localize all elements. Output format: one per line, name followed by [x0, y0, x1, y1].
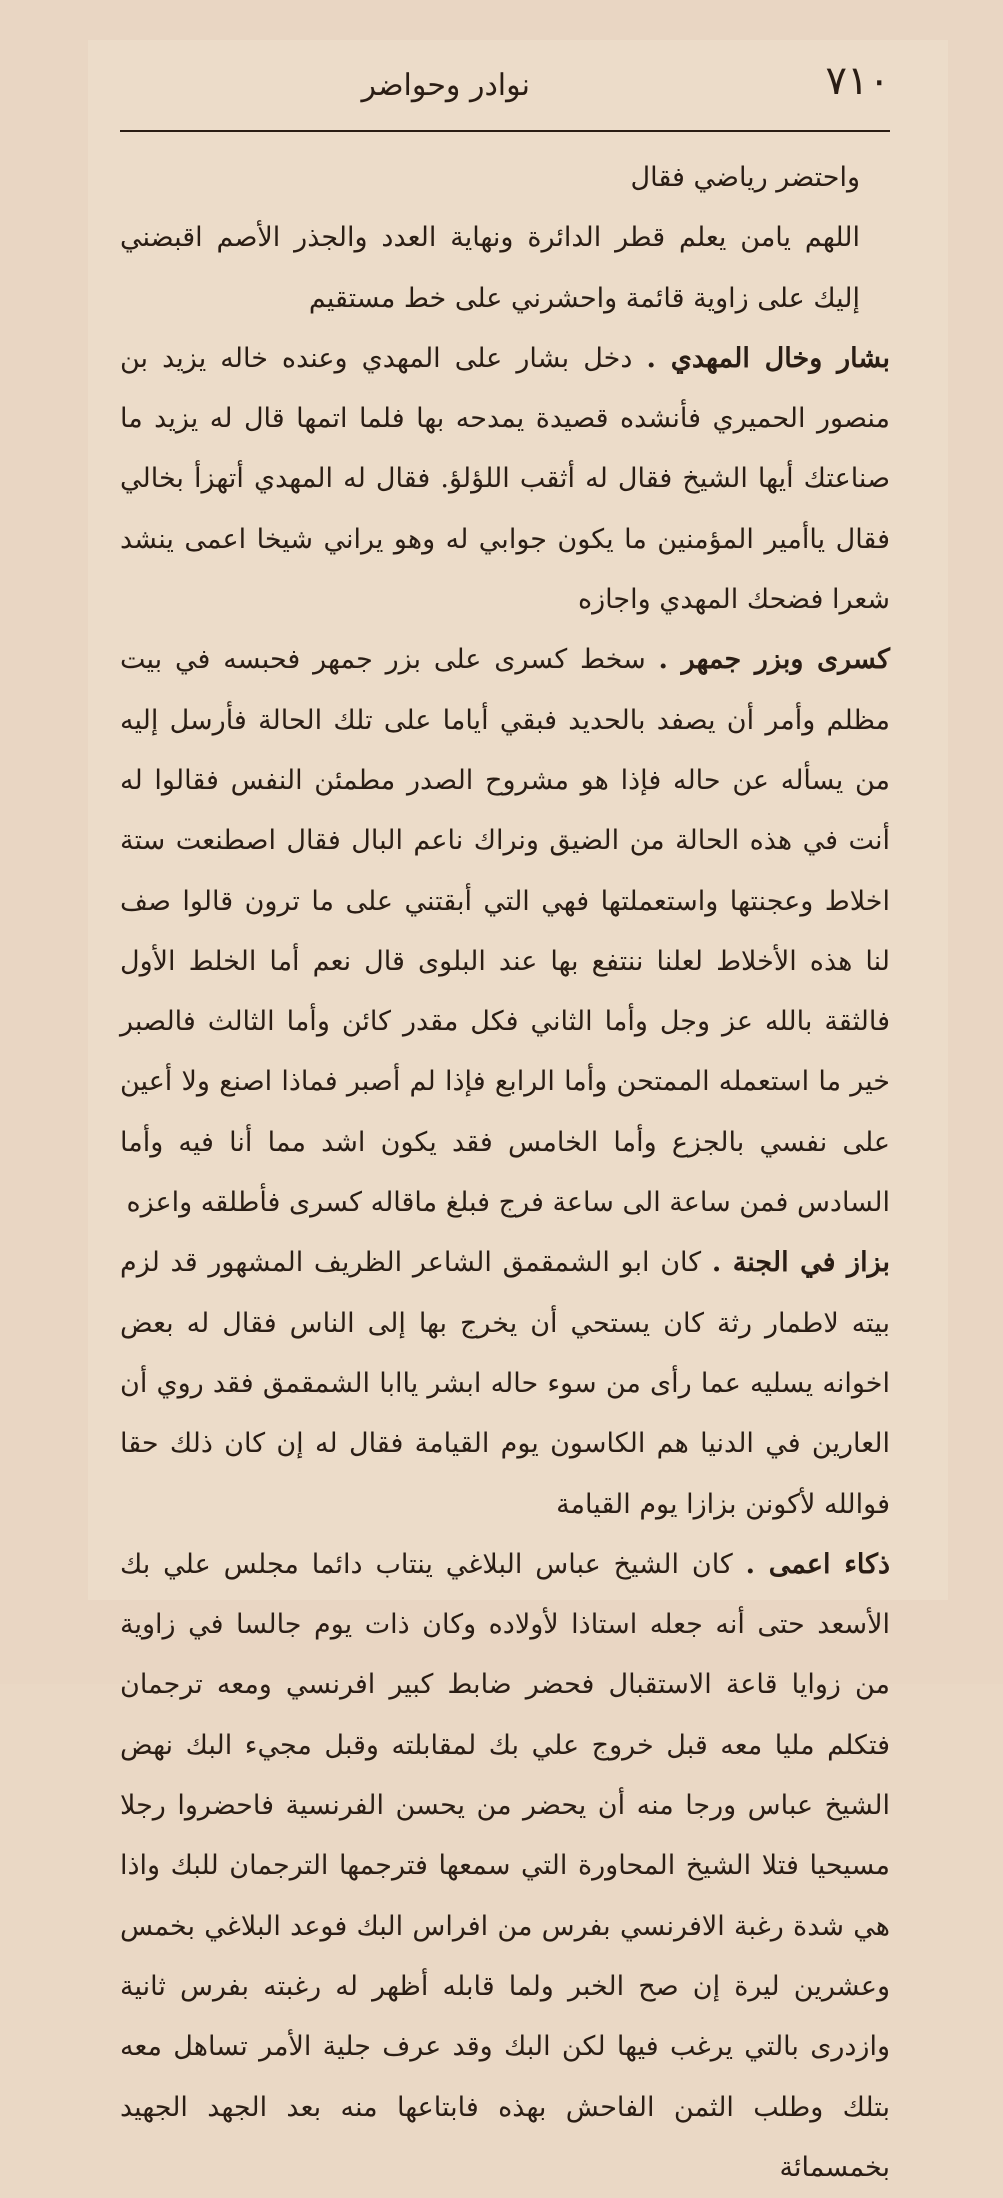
entry-heading: ذكاء اعمى . [745, 1548, 890, 1580]
paragraph-prayer [120, 208, 890, 329]
entry-blind-wit [120, 1535, 890, 2198]
entry-bashar [120, 329, 890, 630]
entry-bazzaz [120, 1233, 890, 1534]
page-header [120, 58, 890, 118]
running-title: نوادر وحواضر [361, 68, 530, 103]
entry-heading: كسرى وبزر جمهر . [658, 644, 890, 676]
paragraph-text: اللهم يامن يعلم قطر الدائرة ونهاية العدد والجذر الأصم اقبضني إليك على زاوية قائمة واحشرني على خط مستقيم [120, 222, 860, 314]
page-number: ٧١٠ [825, 58, 890, 104]
entry-text: سخط كسرى على بزر جمهر فحبسه في بيت مظلم وأمر أن يصفد بالحديد فبقي أياما على تلك الحالة فأرسل إليه من يسأله عن حاله فإذا هو مشروح الصدر مطمئن النفس فقالوا له أنت في هذه الحالة من الضيق ونراك ناعم البال فقال اصطنعت ستة اخلاط وعجنتها واستعملتها فهي التي أبقتني على ما ترون قالوا صف لنا هذه الأخلاط لعلنا ننتفع بها عند البلوى قال نعم أما الخلط الأول فالثقة بالله عز وجل وأما الثاني فكل مقدر كائن وأما الثالث فالصبر خير ما استعمله الممتحن وأما الرابع فإذا لم أصبر فماذا اصنع ولا أعين على نفسي بالجزع وأما الخامس فقد يكون اشد مما أنا فيه وأما السادس فمن ساعة الى ساعة فرج فبلغ ماقاله كسرى فأطلقه واعزه [120, 644, 890, 1219]
entry-heading: بزاز في الجنة . [711, 1247, 890, 1279]
paragraph-intro [120, 148, 890, 208]
body-text [120, 148, 890, 2198]
entry-text: كان الشيخ عباس البلاغي ينتاب دائما مجلس علي بك الأسعد حتى أنه جعله استاذا لأولاده وكان ذات يوم جالسا في زاوية من زوايا قاعة الاستقبال فحضر ضابط كبير افرنسي ومعه ترجمان فتكلم مليا معه قبل خروج علي بك لمقابلته وقبل مجيء البك نهض الشيخ عباس ورجا منه أن يحضر من يحسن الفرنسية فاحضروا رجلا مسيحيا فتلا الشيخ المحاورة التي سمعها فترجمها الترجمان للبك واذا هي شدة رغبة الافرنسي بفرس من افراس البك فوعد البلاغي بخمس وعشرين ليرة إن صح الخبر ولما قابله أظهر له رغبته بفرس ثانية وازدرى بالتي يرغب فيها لكن البك وقد عرف جلية الأمر تساهل معه بتلك وطلب الثمن الفاحش بهذه فابتاعها منه بعد الجهد الجهيد بخمسمائة [120, 1548, 890, 2183]
entry-text: دخل بشار على المهدي وعنده خاله يزيد بن منصور الحميري فأنشده قصيدة يمدحه بها فلما اتمها قال له يزيد ما صناعتك أيها الشيخ فقال له أثقب اللؤلؤ. فقال له المهدي أتهزأ بخالي فقال ياأمير المؤمنين ما يكون جوابي له وهو يراني شيخا اعمى ينشد شعرا فضحك المهدي واجازه [120, 342, 890, 616]
entry-kisra [120, 630, 890, 1233]
paragraph-text: واحتضر رياضي فقال [630, 162, 860, 193]
entry-text: كان ابو الشمقمق الشاعر الظريف المشهور قد لزم بيته لاطمار رثة كان يستحي أن يخرج بها إلى الناس فقال له بعض اخوانه يسليه عما رأى من سوء حاله ابشر ياابا الشمقمق فقد روي أن العارين في الدنيا هم الكاسون يوم القيامة فقال له إن كان ذلك حقا فوالله لأكونن بزازا يوم القيامة [120, 1247, 890, 1520]
header-rule [120, 130, 890, 132]
entry-heading: بشار وخال المهدي . [646, 342, 890, 374]
